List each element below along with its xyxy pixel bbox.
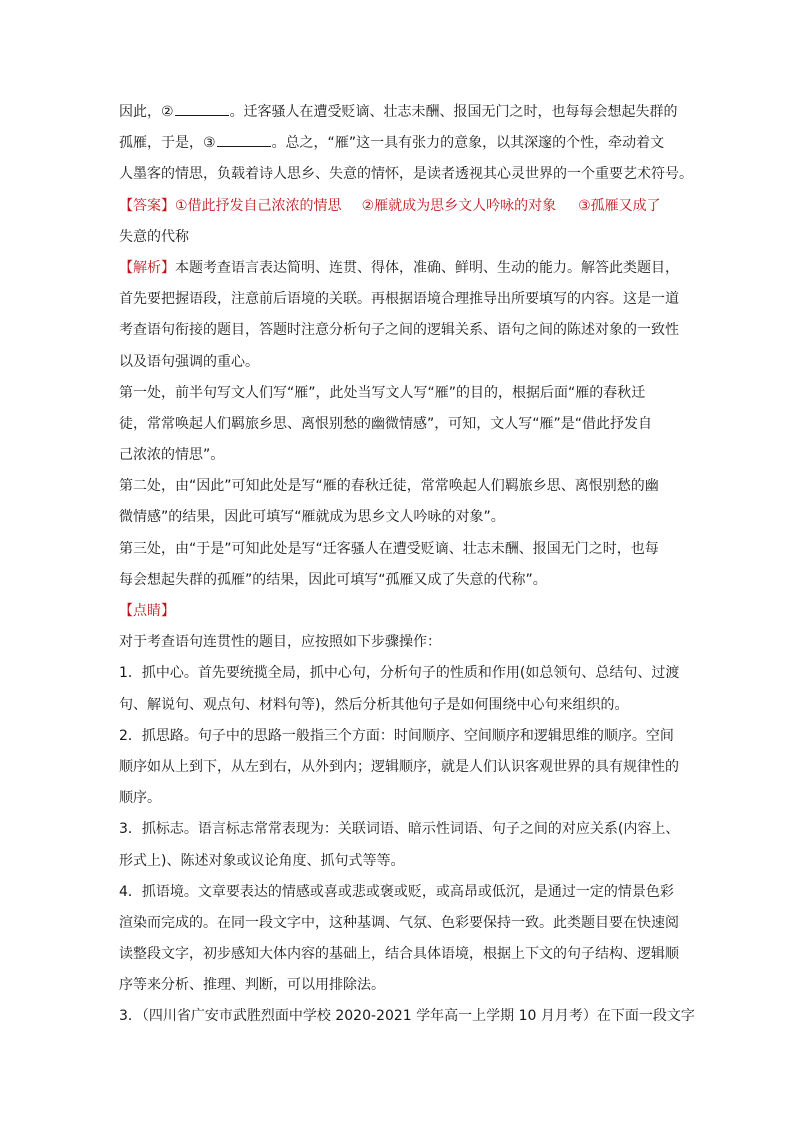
analysis-line-2: 首先要把握语段，注意前后语境的关联。再根据语境合理推导出所要填写的内容。这是一道 [119,291,679,308]
analysis-tag: 【解析】 [119,259,175,276]
first-blank-line-2: 徒，常常唤起人们羁旅乡思、离恨别愁的幽微情感”，可知，文人写“雁”是“借此抒发自 [119,415,653,432]
answer-item-3: ③孤雁又成了 [578,197,661,214]
answer-line-2: 失意的代称 [119,228,189,245]
passage-text: 因此，② [119,104,174,120]
analysis-line-4: 以及语句强调的重心。 [119,353,259,370]
passage-text: 孤雁，于是，③ [119,135,216,152]
step-4-line-2: 渲染而完成的。在同一段文字中，这种基调、气氛、色彩要保持一致。此类题目要在快速阅 [119,914,679,931]
step-1-line-1: 1．抓中心。首先要统揽全局，抓中心句，分析句子的性质和作用(如总领句、总结句、过渡 [119,665,680,682]
answer-tag: 【答案】 [119,197,175,214]
step-4-line-3: 读整段文字，初步感知大体内容的基础上，结合具体语境，根据上下文的句子结构、逻辑顺 [119,946,679,963]
answer-line-1 [119,191,679,222]
third-blank-line-2: 每会想起失群的孤雁”的结果，因此可填写“孤雁又成了失意的代称”。 [119,571,547,588]
second-blank-line-1: 第二处，由“因此”可知此处是写“雁的春秋迁徒，常常唤起人们羁旅乡思、离恨别愁的幽 [119,478,659,495]
step-1-line-2: 句、解说句、观点句、材料句等)，然后分析其他句子是如何围绕中心句来组织的。 [119,696,629,713]
analysis-line-3: 考查语句衔接的题目，答题时注意分析句子之间的逻辑关系、语句之间的陈述对象的一致性 [119,322,679,339]
passage-text: 。总之，“雁”这一具有张力的意象，以其深邃的个性，牵动着文 [271,135,665,152]
passage-line-2 [119,128,679,159]
step-4-line-4: 序等来分析、推理、判断，可以用排除法。 [119,977,385,994]
answer-blank-2 [175,101,229,116]
step-2-line-3: 顺序。 [119,790,161,807]
document-body [119,97,695,1033]
question-3-heading: 3．（四川省广安市武胜烈面中学校 2020-2021 学年高一上学期 10 月月考）在下面一段文字 [119,1008,695,1025]
dianjing-intro: 对于考查语句连贯性的题目，应按照如下步骤操作： [119,634,441,651]
passage-text: 。迁客骚人在遭受贬谪、壮志未酬、报国无门之时，也每每会想起失群的 [229,104,678,120]
step-2-line-2: 顺序如从上到下，从左到右，从外到内；逻辑顺序，就是人们认识客观世界的具有规律性的 [119,758,679,775]
answer-item-1: ①借此抒发自己浓浓的情思 [175,197,342,214]
third-blank-line-1: 第三处，由“于是”可知此处是写“迁客骚人在遭受贬谪、壮志未酬、报国无门之时，也每 [119,540,659,557]
dianjing-tag: 【点睛】 [119,603,175,619]
analysis-line-1 [119,253,679,284]
first-blank-line-3: 己浓浓的情思”。 [119,447,225,464]
passage-line-3: 人墨客的情思，负载着诗人思乡、失意的情怀，是读者透视其心灵世界的一个重要艺术符号。 [119,166,693,183]
step-4-line-1: 4．抓语境。文章要表达的情感或喜或悲或褒或贬，或高昂或低沉，是通过一定的情景色彩 [119,883,674,900]
answer-blank-3 [217,132,271,147]
passage-line-1 [119,97,679,128]
analysis-text: 本题考查语言表达简明、连贯、得体，准确、鲜明、生动的能力。解答此类题目， [175,259,679,276]
step-3-line-1: 3．抓标志。语言标志常常表现为：关联词语、暗示性词语、句子之间的对应关系(内容上、 [119,821,680,838]
step-2-line-1: 2．抓思路。句子中的思路一般指三个方面：时间顺序、空间顺序和逻辑思维的顺序。空间 [119,727,674,744]
step-3-line-2: 形式上)、陈述对象或议论角度、抓句式等等。 [119,852,405,869]
first-blank-line-1: 第一处，前半句写文人们写“雁”，此处当写文人写“雁”的目的，根据后面“雁的春秋迁 [119,384,646,401]
answer-item-2: ②雁就成为思乡文人吟咏的对象 [361,197,557,214]
second-blank-line-2: 微情感”的结果，因此可填写“雁就成为思乡文人吟咏的对象”。 [119,509,505,526]
